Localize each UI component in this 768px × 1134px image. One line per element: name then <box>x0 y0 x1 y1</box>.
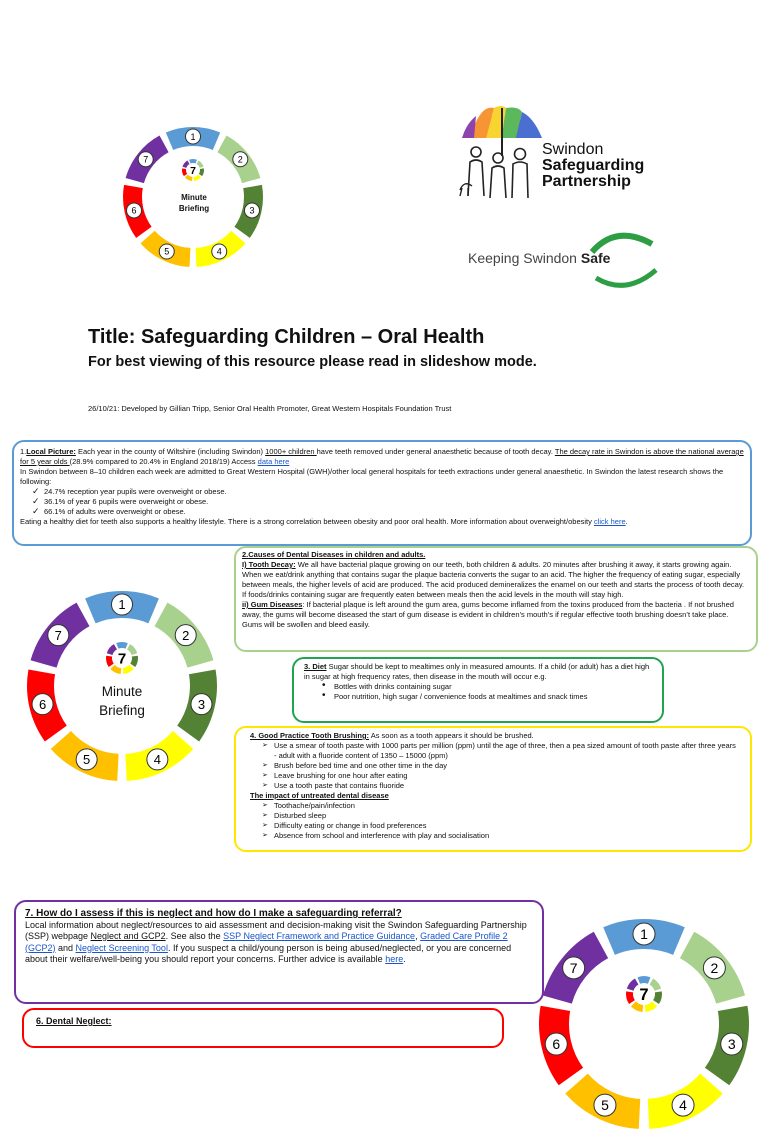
wheel-main-label-1: Minute <box>101 684 143 699</box>
page-subtitle: For best viewing of this resource please read in slideshow mode. <box>88 354 537 370</box>
data-here-link[interactable]: data here <box>257 457 290 466</box>
section-dental-neglect <box>22 1008 504 1048</box>
obesity-stat-item: ✓ 36.1% of year 6 pupils were overweight or obese. <box>34 497 744 507</box>
wheel-bottom-segment-label-5: 5 <box>601 1097 609 1114</box>
section-tooth-brushing: 4. Good Practice Tooth Brushing: As soon as a tooth appears it should be brushed. ➢ Use a smear of tooth paste with 1000 parts per million (ppm) until the age of three, then a pea sized amount of tooth paste after three years - adult with a fluoride content of 1350 – 15000 (ppm) ➢ Brush before bed time and one other time in the day ➢ Leave brushing for one hour after eating ➢ Use a tooth paste that contains fluoride The impact of untreated dental disease ➢ Toothache/pain/infection ➢ Disturbed sleep ➢ Difficulty eating or change in food preferences ➢ Absence from school and interference with play and socialisation <box>234 726 752 852</box>
wheel-bottom-segment-label-6: 6 <box>552 1036 561 1053</box>
wheel-small-segment-label-7: 7 <box>143 154 149 165</box>
wheel-bottom-segment-label-7: 7 <box>569 959 578 976</box>
diet-item: • Poor nutrition, high sugar / convenience foods at mealtimes and snack times <box>320 692 652 702</box>
neglect-screening-tool-link[interactable]: Neglect Screening Tool <box>75 942 168 953</box>
wheel-main-mini-segment-3 <box>130 656 138 667</box>
safe-text: Safe <box>580 250 611 266</box>
wheel-bottom-mini-segment-2 <box>650 978 662 990</box>
wheel-small-label-2: Briefing <box>178 204 210 213</box>
wheel-bottom-segment-label-4: 4 <box>679 1097 687 1114</box>
brushing-tip-item: ➢ Brush before bed time and one other time in the day <box>264 761 736 771</box>
wheel-small-center-number: 7 <box>190 164 196 177</box>
ssp-logo <box>456 98 666 202</box>
s3-heading: 3. Diet <box>304 662 327 671</box>
graded-care-profile-link[interactable]: Graded Care Profile 2 (GCP2) <box>25 931 508 953</box>
credit-line: 26/10/21: Developed by Gillian Tripp, Senior Oral Health Promoter, Great Western Hospitals Foundation Trust <box>88 404 452 413</box>
wheel-main-label-2: Briefing <box>99 703 145 718</box>
section-causes-dental-disease: 2.Causes of Dental Diseases in children and adults. I) Tooth Decay: We all have bacterial plaque growing on our teeth, both children & adults. 20 minutes after brushing it away, it starts growing again. When we eat/drink anything that contains sugar the plaque bacteria converts the sugar to an acid. The higher the frequency of eating sugar, especially between meals, the higher levels of acid are produced. The acid produced demineralizes the enamel on our teeth and starts the process of tooth decay. If foods/drinks containing sugar are frequently eaten between meals then the acid levels in the mouth will stay high. ii) Gum Diseases: If bacterial plaque is left around the gum area, gums become inflamed from the toxins produced from the bacteria . If not brushed away, the gums will become diseased the start of gum disease is evident in children’s mouth’s if regular effective tooth brushing doesn’t take place. Gums will be swollen and bleed easily. <box>234 546 758 652</box>
wheel-small-segment-label-1: 1 <box>190 131 196 142</box>
s2-tooth-decay-heading: I) Tooth Decay: <box>242 560 296 569</box>
wheel-main-center-number: 7 <box>117 650 127 668</box>
wheel-main-mini-segment-1 <box>116 642 128 649</box>
logo-line-2: Safeguarding <box>542 157 645 174</box>
section-assess-neglect: 7. How do I assess if this is neglect and how do I make a safeguarding referral? Local information about neglect/resources to aid assessment and decision-making visit the Swindon Safeguarding Partnership (SSP) webpage Neglect and GCP2. See also the SSP Neglect Framework and Practice Guidance, Graded Care Profile 2 (GCP2) and Neglect Screening Tool. If you suspect a child/young person is being abused/neglected, or you are concerned about their welfare/well-being you should report your concerns. Further advice is available here. <box>14 900 544 1004</box>
wheel-bottom-segment-label-3: 3 <box>727 1036 736 1053</box>
s1-paragraph: In Swindon between 8–10 children each week are admitted to Great Western Hospital (GWH)/other local general hospitals for teeth extractions under general anaesthetic. In Swindon the latest research shows the following: <box>20 467 724 486</box>
page-title: Title: Safeguarding Children – Oral Health <box>88 326 485 348</box>
wheel-bottom-mini-segment-6 <box>626 991 635 1004</box>
obesity-stat-item: ✓ 66.1% of adults were overweight or obese. <box>34 507 744 517</box>
wheel-small-segment-label-2: 2 <box>237 154 243 165</box>
further-advice-here-link[interactable]: here <box>385 954 404 964</box>
logo-line-1: Swindon <box>542 141 604 158</box>
wheel-main-segment-label-1: 1 <box>118 597 126 613</box>
briefing-wheel-bottom <box>534 914 754 1134</box>
wheel-small-mini-segment-1 <box>189 159 197 163</box>
wheel-main-segment-label-2: 2 <box>182 627 190 643</box>
obesity-stat-item: ✓ 24.7% reception year pupils were overweight or obese. <box>34 487 744 497</box>
impact-item: ➢ Toothache/pain/infection <box>264 801 736 811</box>
s4-sub-heading: The impact of untreated dental disease <box>250 791 389 800</box>
brushing-tip-item: ➢ Leave brushing for one hour after eating <box>264 771 736 781</box>
wheel-bottom-segment-label-2: 2 <box>710 959 719 976</box>
s4-heading: 4. Good Practice Tooth Brushing: <box>250 731 370 740</box>
wheel-small-mini-segment-6 <box>182 168 187 176</box>
s6-heading: 6. Dental Neglect: <box>36 1016 112 1026</box>
keeping-swindon-safe-logo <box>460 222 662 296</box>
s2-gum-disease-heading: ii) Gum Diseases <box>242 600 303 609</box>
section-diet: 3. Diet Sugar should be kept to mealtimes only in measured amounts. If a child (or adult) has a diet high in sugar at high frequency rates, then disease in the mouth will occur e.g. • Bottles with drinks containing sugar • Poor nutrition, high sugar / convenience foods at mealtimes and snack times <box>292 657 664 723</box>
wheel-bottom-mini-segment-1 <box>638 976 651 984</box>
ssp-neglect-framework-link[interactable]: SSP Neglect Framework and Practice Guidance <box>223 931 416 941</box>
s7-heading: 7. How do I assess if this is neglect and how do I make a safeguarding referral? <box>25 908 402 919</box>
wheel-main-mini-segment-6 <box>106 656 114 667</box>
wheel-bottom-segment-label-1: 1 <box>640 926 648 943</box>
obesity-click-here-link[interactable]: click here <box>593 517 626 526</box>
wheel-bottom-mini-segment-7 <box>627 978 639 990</box>
wheel-main-segment-label-4: 4 <box>153 752 161 768</box>
wheel-main-mini-segment-2 <box>127 644 137 655</box>
wheel-main-segment-label-5: 5 <box>83 752 91 768</box>
neglect-gcp2-link[interactable]: Neglect and GCP2 <box>90 931 166 941</box>
wheel-small-segment-label-6: 6 <box>131 205 137 216</box>
wheel-small-mini-segment-2 <box>197 161 204 168</box>
s2-heading: 2.Causes of Dental Diseases in children and adults. <box>242 550 426 559</box>
brushing-tip-item: ➢ Use a smear of tooth paste with 1000 parts per million (ppm) until the age of three, then a pea sized amount of tooth paste after three years - adult with a fluoride content of 1350 – 15000 (ppm) <box>264 741 736 761</box>
wheel-small-label-1: Minute <box>181 193 207 202</box>
umbrella-family-icon <box>456 98 546 202</box>
impact-item: ➢ Absence from school and interference with play and socialisation <box>264 831 736 841</box>
s1-heading: Local Picture: <box>26 447 76 456</box>
wheel-main-segment-label-7: 7 <box>54 627 62 643</box>
wheel-small-segment-label-4: 4 <box>216 246 222 257</box>
s1-number: 1. <box>20 447 27 456</box>
wheel-small-mini-segment-3 <box>199 168 204 176</box>
brushing-tip-item: ➢ Use a tooth paste that contains fluoride <box>264 781 736 791</box>
keeping-text: Keeping Swindon <box>468 250 577 266</box>
wheel-main-segment-label-6: 6 <box>38 696 47 712</box>
wheel-main-mini-segment-7 <box>107 644 117 655</box>
diet-item: • Bottles with drinks containing sugar <box>320 682 652 692</box>
wheel-bottom-center-number: 7 <box>639 986 649 1005</box>
impact-item: ➢ Difficulty eating or change in food preferences <box>264 821 736 831</box>
wheel-small-mini-segment-7 <box>183 161 190 168</box>
wheel-bottom-mini-segment-3 <box>653 991 662 1004</box>
wheel-main-segment-label-3: 3 <box>197 696 206 712</box>
impact-item: ➢ Disturbed sleep <box>264 811 736 821</box>
logo-line-3: Partnership <box>542 173 631 190</box>
section-local-picture: 1.Local Picture: Each year in the county of Wiltshire (including Swindon) 1000+ children have teeth removed under general anaesthetic because of tooth decay. The decay rate in Swindon is above the national average for 5 year olds (28.9% compared to 20.4% in England 2018/19) Access data here In Swindon between 8–10 children each week are admitted to Great Western Hospital (GWH)/other local general hospitals for teeth extractions under general anaesthetic. In Swindon the latest research shows the following: ✓ 24.7% reception year pupils were overweight or obese. ✓ 36.1% of year 6 pupils were overweight or obese. ✓ 66.1% of adults were overweight or obese. Eating a healthy diet for teeth also supports a healthy lifestyle. There is a strong correlation between obesity and poor oral health. More information about overweight/obesity click here. <box>12 440 752 546</box>
wheel-small-segment-label-5: 5 <box>164 246 170 257</box>
wheel-small-segment-label-3: 3 <box>249 205 255 216</box>
